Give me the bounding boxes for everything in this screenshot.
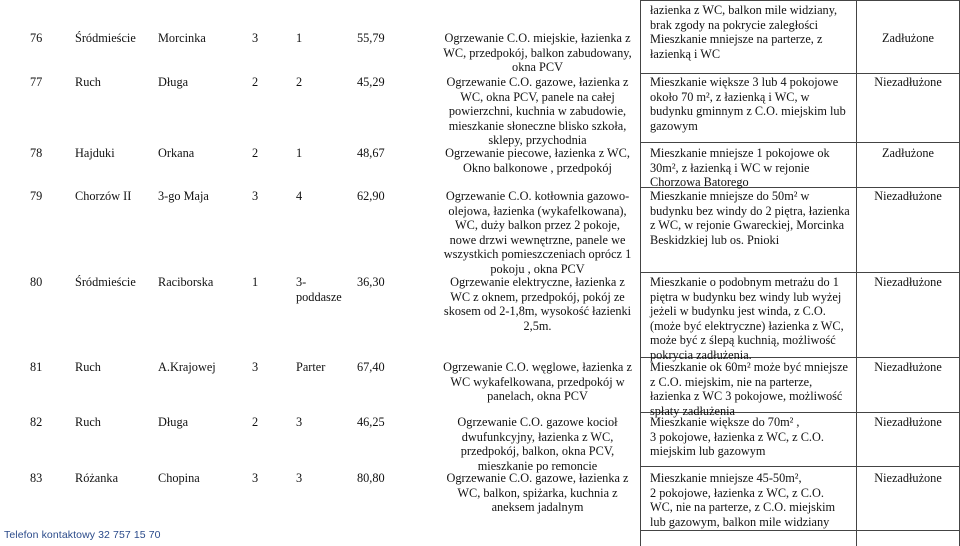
requirements-line: WC, nie na parterze, z C.O. miejskim xyxy=(650,500,836,515)
rooms: 1 xyxy=(296,146,303,160)
requirements-line: lub gazowym, balkon mile widziany xyxy=(650,514,830,529)
requirements-line: łazienka z WC, balkon mile widziany, xyxy=(650,3,838,17)
rooms-line: poddasze xyxy=(296,289,342,304)
requirements-line: piętra w budynku bez windy lub wyżej xyxy=(650,289,842,304)
description-line: Ogrzewanie C.O. gazowe, łazienka z xyxy=(446,75,629,89)
district: Hajduki xyxy=(75,146,115,160)
requirements xyxy=(650,415,855,459)
requirements-line: 2 pokojowe, łazienka z WC, z C.O. xyxy=(650,485,824,500)
floor: 3 xyxy=(252,31,259,45)
street: 3-go Maja xyxy=(158,189,209,203)
floor: 3 xyxy=(252,471,259,485)
requirements-line: pokrycia zadłużenia. xyxy=(650,347,752,362)
description-line: mieszkanie po remoncie xyxy=(477,458,598,473)
description-line: WC, przedpokój, balkon zabudowany, xyxy=(443,45,632,60)
description-line: panelach, okna PCV xyxy=(487,389,588,404)
requirements xyxy=(650,275,855,363)
row-divider xyxy=(640,142,960,143)
description-line: Ogrzewanie C.O. miejskie, łazienka z xyxy=(444,31,631,45)
description-line: Ogrzewanie C.O. gazowe, łazienka z xyxy=(446,471,629,485)
description xyxy=(440,471,635,515)
requirements-line: miejskim lub gazowym xyxy=(650,444,766,459)
description-line: Ogrzewanie C.O. węglowe, łazienka z xyxy=(443,360,632,374)
rooms: 4 xyxy=(296,189,303,203)
table-border-bottom xyxy=(640,530,960,531)
row-number: 80 xyxy=(30,275,43,289)
rooms: 1 xyxy=(296,31,303,45)
street: Długa xyxy=(158,75,189,89)
description-line: aneksem jadalnym xyxy=(491,500,584,515)
requirements-line: Chorzowa Batorego xyxy=(650,175,749,190)
row-divider xyxy=(640,272,960,273)
row-number: 79 xyxy=(30,189,43,203)
description-line: Ogrzewanie C.O. gazowe kocioł xyxy=(457,415,618,429)
floor: 2 xyxy=(252,75,259,89)
requirements-line: Mieszkanie większe do 70m² , xyxy=(650,415,800,429)
requirements-line: z WC, w rejonie Gwareckiej, Morcinka xyxy=(650,218,845,233)
row-number: 76 xyxy=(30,31,43,45)
debt-status: Niezadłużone xyxy=(874,360,942,374)
row-divider xyxy=(640,73,960,74)
requirements-line: budynku gminnym z C.O. miejskim lub xyxy=(650,104,846,119)
row-divider xyxy=(640,466,960,467)
description-line: Ogrzewanie elektryczne, łazienka z xyxy=(450,275,625,289)
description xyxy=(440,31,635,75)
description-line: skosem od 2-1,8m, wysokość łazienki xyxy=(443,304,632,319)
floor: 2 xyxy=(252,415,259,429)
requirements-line: Beskidzkiej lub os. Pnioki xyxy=(650,232,780,247)
requirements-line: łazienka z WC 3 pokojowe, możliwość xyxy=(650,389,843,404)
description-line: WC, balkon, spiżarka, kuchnia z xyxy=(457,485,618,500)
description-line: wszystkich pomieszczeniach oprócz 1 xyxy=(443,247,632,262)
requirements-line: Mieszkanie mniejsze do 50m² w xyxy=(650,189,810,203)
requirements-line: Mieszkanie mniejsze na parterze, z xyxy=(650,32,823,47)
area: 45,29 xyxy=(357,75,385,89)
district: Chorzów II xyxy=(75,189,132,203)
floor: 1 xyxy=(252,275,259,289)
district: Ruch xyxy=(75,75,101,89)
requirements-line: gazowym xyxy=(650,118,698,133)
row-number: 82 xyxy=(30,415,43,429)
requirements-line: łazienką i WC xyxy=(650,46,721,61)
requirements-line: 3 pokojowe, łazienka z WC, z C.O. xyxy=(650,429,824,444)
street: Morcinka xyxy=(158,31,206,45)
description-line: 2,5m. xyxy=(523,318,552,333)
area: 46,25 xyxy=(357,415,385,429)
description-line: WC z oknem, przedpokój, pokój ze xyxy=(450,289,625,304)
area: 48,67 xyxy=(357,146,385,160)
description-line: WC, duży balkon przez 2 pokoje, xyxy=(455,218,620,233)
description xyxy=(440,189,635,277)
requirements xyxy=(650,146,855,190)
requirements-line: 30m², z łazienką i WC w rejonie xyxy=(650,160,810,175)
debt-status: Zadłużone xyxy=(882,31,934,45)
row-number: 81 xyxy=(30,360,43,374)
description xyxy=(440,75,635,148)
requirements-line: budynku bez windy do 2 piętra, łazienka xyxy=(650,203,850,218)
area: 80,80 xyxy=(357,471,385,485)
debt-status: Niezadłużone xyxy=(874,471,942,485)
description-line: olejowa, łazienka (wykafelkowana), xyxy=(448,203,627,218)
district: Śródmieście xyxy=(75,31,136,45)
district: Różanka xyxy=(75,471,119,485)
requirements-line: Mieszkanie mniejsze 1 pokojowe ok xyxy=(650,146,830,160)
street: Chopina xyxy=(158,471,200,485)
description-line: Okno balkonowe , przedpokój xyxy=(463,160,612,175)
description-line: mieszkanie słoneczne blisko szkoła, xyxy=(448,118,627,133)
district: Ruch xyxy=(75,360,101,374)
description-line: pokoju , okna PCV xyxy=(490,261,585,276)
rooms: 3 xyxy=(296,471,303,485)
description-line: dwufunkcyjny, łazienka z WC, xyxy=(461,429,614,444)
description-line: Ogrzewanie C.O. kotłownia gazowo- xyxy=(445,189,630,203)
description-line: powierzchni, kuchnia w zabudowie, xyxy=(448,104,627,119)
requirements xyxy=(650,189,855,247)
description-line: WC, okna PCV, panele na całej xyxy=(460,89,615,104)
description-line: okna PCV xyxy=(512,60,563,75)
debt-status: Niezadłużone xyxy=(874,275,942,289)
requirements-line: Mieszkanie mniejsze 45-50m², xyxy=(650,471,802,485)
requirements-line: brak zgody na pokrycie zaległości xyxy=(650,17,818,32)
district: Śródmieście xyxy=(75,275,136,289)
description xyxy=(440,275,635,333)
row-number: 77 xyxy=(30,75,43,89)
debt-status: Niezadłużone xyxy=(874,189,942,203)
requirements-line: jeżeli w budynku jest winda, z C.O. xyxy=(650,304,826,319)
area: 62,90 xyxy=(357,189,385,203)
requirements xyxy=(650,360,855,418)
area: 55,79 xyxy=(357,31,385,45)
rooms-line: 3- xyxy=(296,275,307,289)
row-number: 78 xyxy=(30,146,43,160)
area: 67,40 xyxy=(357,360,385,374)
district: Ruch xyxy=(75,415,101,429)
requirements-line: Mieszkanie o podobnym metrażu do 1 xyxy=(650,275,839,289)
description-line: Ogrzewanie piecowe, łazienka z WC, xyxy=(445,146,630,160)
rooms xyxy=(296,275,342,304)
debt-status: Niezadłużone xyxy=(874,415,942,429)
debt-status: Zadłużone xyxy=(882,146,934,160)
area: 36,30 xyxy=(357,275,385,289)
table-border-top xyxy=(640,0,960,1)
debt-status: Niezadłużone xyxy=(874,75,942,89)
street: Raciborska xyxy=(158,275,214,289)
floor: 3 xyxy=(252,360,259,374)
requirements-line: (może być elektryczne) łazienka z WC, xyxy=(650,318,844,333)
row-number: 83 xyxy=(30,471,43,485)
description xyxy=(440,146,635,175)
rooms: 2 xyxy=(296,75,303,89)
rooms: Parter xyxy=(296,360,326,374)
requirements xyxy=(650,75,855,133)
description-line: sklepy, przychodnia xyxy=(488,133,587,148)
requirements-line: Mieszkanie większe 3 lub 4 pokojowe xyxy=(650,75,839,89)
requirements-line: z C.O. miejskim, nie na parterze, xyxy=(650,374,813,389)
description-line: przedpokój, balkon, okna PCV, xyxy=(460,444,615,459)
requirements-line: może być z ślepą kuchnią, możliwość xyxy=(650,333,836,348)
requirements-line: około 70 m², z łazienką i WC, w xyxy=(650,89,810,104)
street: A.Krajowej xyxy=(158,360,216,374)
description-line: nowe drzwi wewnętrzne, panele we xyxy=(449,232,626,247)
contact-phone: Telefon kontaktowy 32 757 15 70 xyxy=(4,529,161,541)
floor: 3 xyxy=(252,189,259,203)
requirements-line: spłaty zadłużenia xyxy=(650,403,736,418)
requirements xyxy=(650,3,855,61)
floor: 2 xyxy=(252,146,259,160)
description-line: WC wykafelkowana, przedpokój w xyxy=(450,374,625,389)
street: Długa xyxy=(158,415,189,429)
description xyxy=(440,360,635,404)
rooms: 3 xyxy=(296,415,303,429)
description xyxy=(440,415,635,473)
requirements xyxy=(650,471,855,529)
column-divider xyxy=(640,0,641,546)
requirements-line: Mieszkanie ok 60m² może być mniejsze xyxy=(650,360,848,374)
street: Orkana xyxy=(158,146,195,160)
